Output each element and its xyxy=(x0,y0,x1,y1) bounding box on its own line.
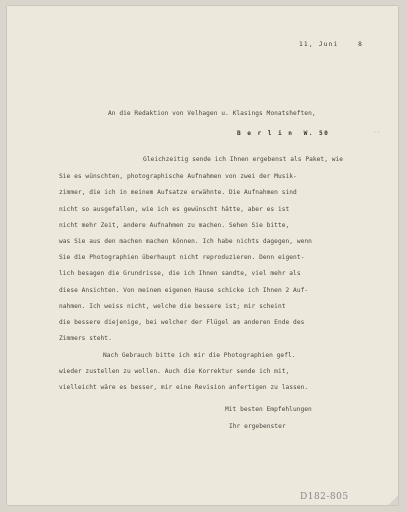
paragraph1-line: Gleichzeitig sende ich Ihnen ergebenst als Paket, wie xyxy=(143,156,344,163)
paragraph2-line: wieder zustellen zu wollen. Auch die Korrektur sende ich mit, xyxy=(59,368,290,375)
addressee-line: An die Redaktion von Velhagen u. Klasings Monatsheften, xyxy=(108,110,316,117)
margin-mark: ˙˙ xyxy=(373,131,381,138)
paragraph2-line: Nach Gebrauch bitte ich mir die Photographien gefl. xyxy=(103,352,296,359)
letter-date: 11, Juni 8 xyxy=(299,41,364,48)
paragraph2-line: vielleicht wäre es besser, mir eine Revision anfertigen zu lassen. xyxy=(59,384,309,391)
paragraph1-line: Sie es wünschten, photographische Aufnahmen von zwei der Musik- xyxy=(59,173,297,180)
paragraph1-line: die bessere diejenige, bei welcher der Flügel am anderen Ende des xyxy=(59,319,305,326)
paragraph1-line: diese Ansichten. Von meinem eigenen Hause schicke ich Ihnen 2 Auf- xyxy=(59,287,309,294)
city-line: B e r l i n W. 50 xyxy=(237,130,330,137)
paragraph1-line: nicht so ausgefallen, wie ich es gewünscht hätte, aber es ist xyxy=(59,206,290,213)
paragraph1-line: was Sie aus den machen machen können. Ich habe nichts dagegen, wenn xyxy=(59,238,312,245)
paragraph1-line: nicht mehr Zeit, andere Aufnahmen zu machen. Sehen Sie bitte, xyxy=(59,222,290,229)
archive-stamp: D182-805 xyxy=(300,492,349,502)
signature-line: Ihr ergebenster xyxy=(229,423,286,430)
paragraph1-line: nahmen. Ich weiss nicht, welche die bessere ist; mir scheint xyxy=(59,303,286,310)
paragraph1-line: Sie die Photographien überhaupt nicht reproduzieren. Denn eigent- xyxy=(59,254,305,261)
paragraph1-line: lich besagen die Grundrisse, die ich Ihnen sandte, viel mehr als xyxy=(59,270,301,277)
closing-line: Mit besten Empfehlungen xyxy=(225,406,312,413)
paragraph1-line: Zimmers steht. xyxy=(59,335,112,342)
paragraph1-line: zimmer, die ich in meinem Aufsatze erwähnte. Die Aufnahmen sind xyxy=(59,189,297,196)
page-corner xyxy=(388,495,398,505)
letter-sheet xyxy=(7,6,398,505)
